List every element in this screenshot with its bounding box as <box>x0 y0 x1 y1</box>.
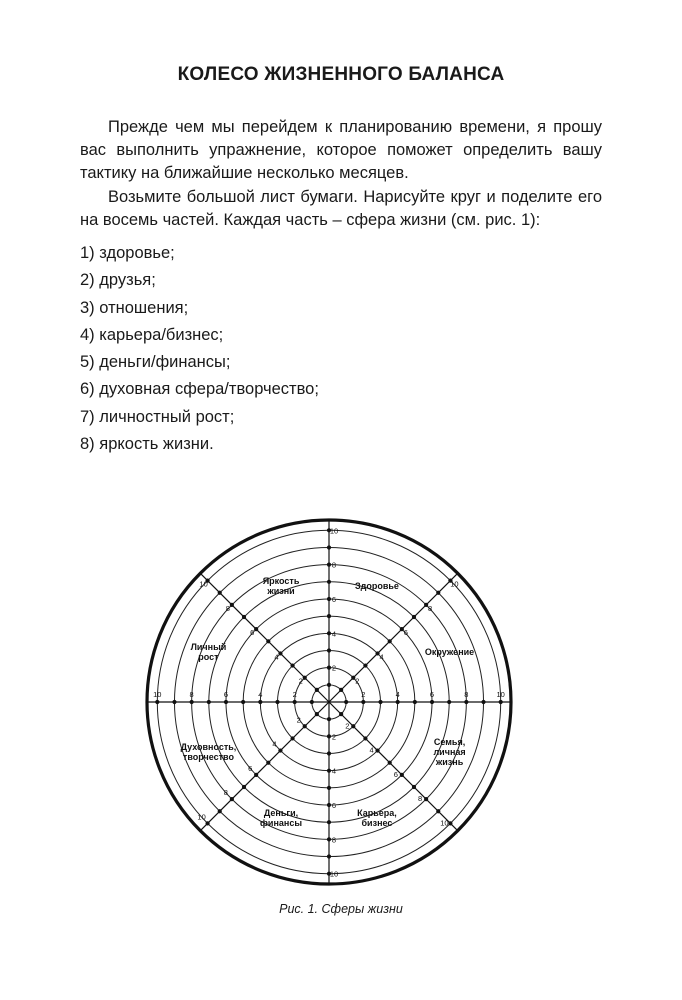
sector-label: Семья, <box>433 736 466 747</box>
scale-label: 10 <box>197 812 206 822</box>
scale-label: 6 <box>223 690 229 699</box>
scale-dot <box>242 615 246 619</box>
instruction-paragraph: Возьмите большой лист бумаги. Нарисуйте круг и поделите его на восемь частей. Каждая часть – сфера жизни (см. рис. 1): <box>80 188 602 229</box>
sector-label: Окружение <box>424 647 475 658</box>
scale-label: 8 <box>418 794 423 804</box>
scale-label: 4 <box>331 766 337 776</box>
scale-dot <box>412 785 416 789</box>
sector-label: личная <box>433 746 466 757</box>
scale-label: 8 <box>331 835 337 845</box>
scale-dot <box>207 700 211 704</box>
scale-dot <box>413 700 417 704</box>
sector-label: творчество <box>182 751 234 762</box>
scale-label: 8 <box>428 603 433 613</box>
sector-label: бизнес <box>361 817 393 828</box>
scale-label: 4 <box>272 739 277 749</box>
scale-dot <box>339 688 343 692</box>
scale-label: 10 <box>329 526 339 536</box>
scale-dot <box>266 761 270 765</box>
scale-dot <box>327 648 331 652</box>
scale-dot <box>303 676 307 680</box>
list-item: 2) друзья; <box>80 271 156 290</box>
scale-dot <box>327 683 331 687</box>
scale-dot <box>290 736 294 740</box>
scale-label: 4 <box>379 652 384 662</box>
scale-label: 6 <box>331 801 337 811</box>
list-item: 4) карьера/бизнес; <box>80 325 224 344</box>
intro-paragraph: Прежде чем мы перейдем к планированию времени, я прошу вас выполнить упражнение, которое поможет определить вашу тактику на ближайшие несколько месяцев. <box>80 118 602 182</box>
scale-dot <box>327 597 331 601</box>
scale-dot <box>266 639 270 643</box>
scale-dot <box>303 724 307 728</box>
scale-dot <box>293 700 297 704</box>
sector-label: рост <box>198 652 219 663</box>
scale-dot <box>254 773 258 777</box>
scale-dot <box>327 803 331 807</box>
scale-label: 4 <box>331 629 337 639</box>
scale-dot <box>424 797 428 801</box>
scale-dot <box>241 700 245 704</box>
scale-dot <box>327 820 331 824</box>
scale-dot <box>230 603 234 607</box>
scale-label: 2 <box>298 676 303 686</box>
sector-label: Яркость <box>262 576 300 587</box>
scale-label: 6 <box>429 690 435 699</box>
scale-label: 8 <box>331 560 337 570</box>
scale-label: 10 <box>440 818 449 828</box>
scale-label: 2 <box>355 676 360 686</box>
scale-dot <box>363 663 367 667</box>
scale-dot <box>242 785 246 789</box>
list-item: 6) духовная сфера/творчество; <box>80 380 319 399</box>
scale-label: 8 <box>223 788 228 798</box>
scale-dot <box>344 700 348 704</box>
scale-dot <box>327 631 331 635</box>
scale-label: 2 <box>331 732 337 742</box>
scale-dot <box>327 563 331 567</box>
scale-label: 10 <box>496 690 505 699</box>
sector-label: финансы <box>260 817 303 828</box>
scale-dot <box>327 751 331 755</box>
scale-dot <box>310 700 314 704</box>
scale-label: 8 <box>464 690 469 699</box>
sector-label: Карьера, <box>357 807 397 818</box>
scale-label: 8 <box>225 603 230 613</box>
scale-label: 2 <box>296 715 301 725</box>
scale-dot <box>327 666 331 670</box>
scale-dot <box>448 821 452 825</box>
scale-dot <box>224 700 228 704</box>
scale-dot <box>218 591 222 595</box>
scale-label: 4 <box>274 652 279 662</box>
scale-dot <box>278 651 282 655</box>
scale-label: 4 <box>369 745 374 755</box>
scale-label: 6 <box>393 769 398 779</box>
scale-label: 6 <box>248 763 253 773</box>
scale-label: 10 <box>450 579 459 589</box>
list-item: 7) личностный рост; <box>80 407 235 426</box>
scale-dot <box>412 615 416 619</box>
scale-label: 6 <box>250 628 255 638</box>
scale-dot <box>351 724 355 728</box>
scale-label: 10 <box>153 690 162 699</box>
scale-dot <box>190 700 194 704</box>
scale-dot <box>254 627 258 631</box>
list-item: 3) отношения; <box>80 298 189 317</box>
sector-label: жизни <box>267 586 295 597</box>
scale-label: 2 <box>331 663 337 673</box>
scale-dot <box>315 688 319 692</box>
chapter-title: КОЛЕСО ЖИЗНЕННОГО БАЛАНСА <box>177 64 505 85</box>
scale-dot <box>436 591 440 595</box>
scale-label: 6 <box>331 594 337 604</box>
scale-dot <box>327 580 331 584</box>
scale-label: 6 <box>403 628 408 638</box>
scale-label: 2 <box>345 721 350 731</box>
scale-label: 2 <box>292 690 297 699</box>
scale-label: 8 <box>189 690 194 699</box>
scale-dot <box>378 700 382 704</box>
scale-dot <box>290 663 294 667</box>
scale-dot <box>400 773 404 777</box>
scale-dot <box>327 717 331 721</box>
scale-label: 4 <box>395 690 400 699</box>
scale-label: 2 <box>361 690 366 699</box>
scale-dot <box>205 821 209 825</box>
scale-dot <box>278 748 282 752</box>
scale-label: 10 <box>329 869 339 879</box>
scale-dot <box>327 614 331 618</box>
scale-dot <box>315 712 319 716</box>
scale-dot <box>218 809 222 813</box>
scale-dot <box>327 837 331 841</box>
scale-label: 4 <box>258 690 263 699</box>
scale-dot <box>155 700 159 704</box>
sector-label: Деньги, <box>263 807 299 818</box>
life-balance-wheel <box>143 512 523 892</box>
sector-label: жизнь <box>435 756 464 767</box>
scale-dot <box>464 700 468 704</box>
scale-dot <box>430 700 434 704</box>
scale-dot <box>375 748 379 752</box>
scale-dot <box>258 700 262 704</box>
scale-dot <box>481 700 485 704</box>
scale-dot <box>388 761 392 765</box>
sector-label: Духовность, <box>180 741 237 752</box>
list-item: 5) деньги/финансы; <box>80 353 231 372</box>
scale-dot <box>327 769 331 773</box>
scale-dot <box>436 809 440 813</box>
scale-dot <box>327 854 331 858</box>
scale-dot <box>396 700 400 704</box>
figure-caption: Рис. 1. Сферы жизни <box>279 902 403 916</box>
sector-label: Здоровье <box>355 581 399 592</box>
scale-dot <box>327 734 331 738</box>
list-item: 1) здоровье; <box>80 244 175 262</box>
scale-dot <box>339 712 343 716</box>
scale-dot <box>499 700 503 704</box>
scale-label: 10 <box>199 579 208 589</box>
scale-dot <box>388 639 392 643</box>
scale-dot <box>447 700 451 704</box>
scale-dot <box>327 545 331 549</box>
sector-label: Личный <box>190 642 227 653</box>
scale-dot <box>361 700 365 704</box>
scale-dot <box>275 700 279 704</box>
scale-dot <box>172 700 176 704</box>
scale-dot <box>327 786 331 790</box>
life-areas-list <box>80 240 319 458</box>
list-item: 8) яркость жизни. <box>80 435 214 454</box>
scale-dot <box>363 736 367 740</box>
scale-dot <box>230 797 234 801</box>
